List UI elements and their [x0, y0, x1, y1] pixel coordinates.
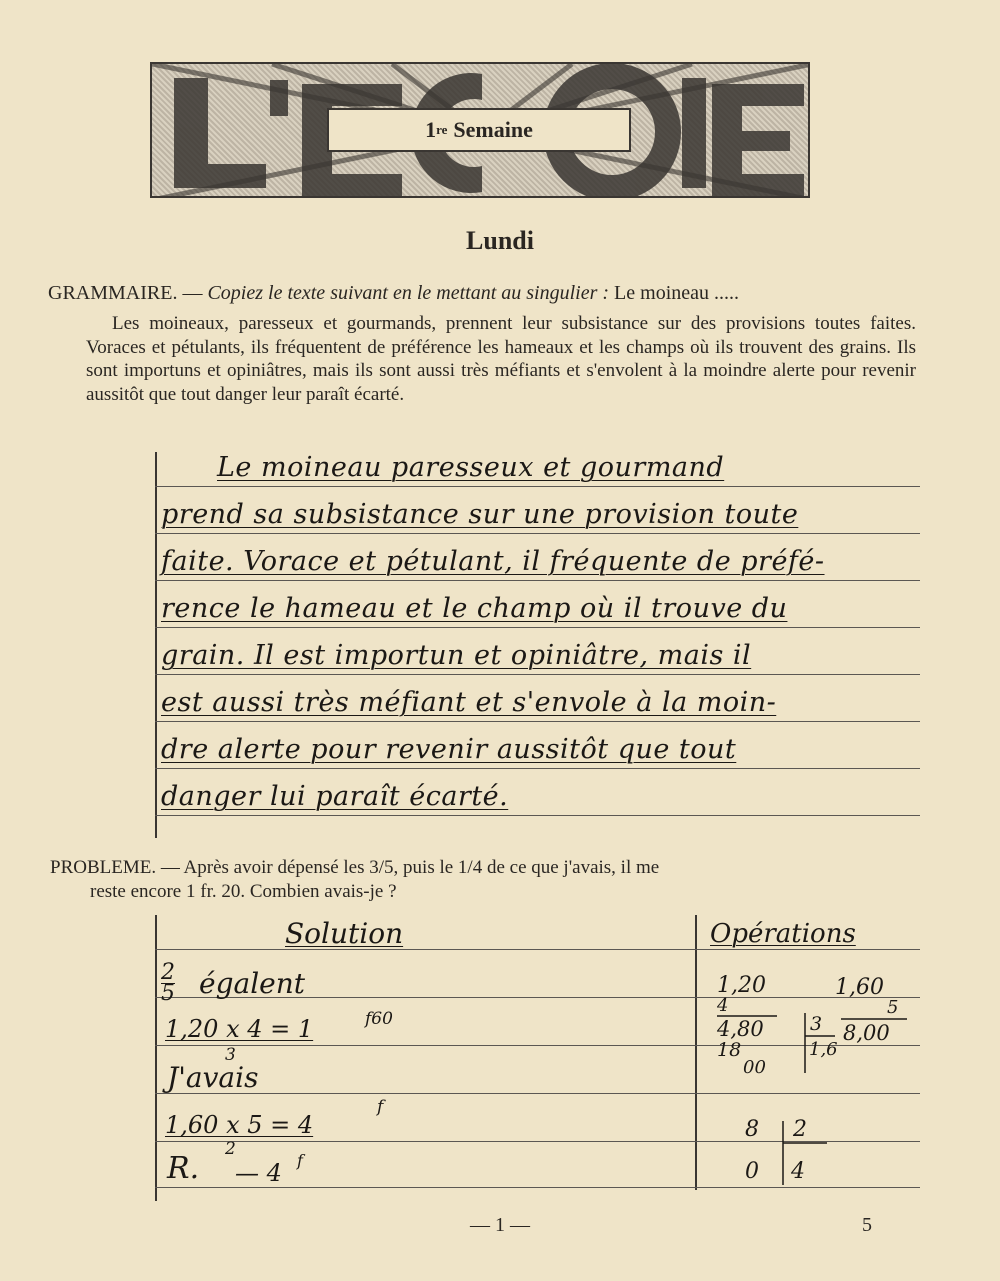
op-divisor: 3 — [810, 1013, 823, 1035]
op-c-divisor: 2 — [793, 1117, 807, 1142]
op-quotient-1: 1,6 — [809, 1039, 838, 1060]
grammar-source-text: Les moineaux, paresseux et gourmands, prennent leur subsistance sur des provisions toutes faites. Voraces et pétulants, ils fréquentent de préférence les hameaux et les champs où ils trouvent des grains. Ils sont importuns et opiniâtres, mais ils sont aussi très méfiants et s'envolent à la moindre alerte pour revenir aussitôt que tout danger leur paraît écarté. — [86, 313, 916, 405]
ruled-line — [155, 721, 920, 722]
grammar-instruction: Copiez le texte suivant en le mettant au singulier : — [207, 282, 610, 304]
problem-statement — [50, 856, 920, 904]
footer-page-number: 5 — [862, 1214, 872, 1236]
handwritten-line: prend sa subsistance sur une provision toute — [161, 499, 799, 530]
ruled-line — [155, 815, 920, 816]
answer-value-superscript: f — [297, 1151, 303, 1170]
ruled-line — [155, 674, 920, 675]
handwritten-answer — [155, 452, 920, 832]
solution-grid — [155, 915, 920, 1200]
operations-heading: Opérations — [710, 919, 856, 949]
week-ordinal-suffix: re — [436, 122, 448, 137]
handwritten-line: Le moineau paresseux et gourmand — [217, 452, 725, 483]
problem-line: reste encore 1 fr. 20. Combien avais-je ? — [90, 881, 397, 902]
op-multiplier: 4 — [717, 995, 729, 1016]
solution-egalent: égalent — [199, 967, 305, 1000]
answer-value: — 4 — [235, 1159, 282, 1187]
op-multiplicand: 1,20 — [717, 973, 766, 998]
solution-calc-1-superscript: f60 — [365, 1009, 393, 1029]
handwritten-line: faite. Vorace et pétulant, il fréquente de préfé- — [161, 546, 825, 577]
solution-small-3: 3 — [225, 1045, 236, 1065]
op-c-remainder: 0 — [745, 1159, 759, 1184]
handwritten-line: rence le hameau et le champ où il trouve du — [161, 593, 788, 624]
ruled-line — [155, 533, 920, 534]
op-remainder-2: 00 — [743, 1057, 766, 1078]
handwritten-line: est aussi très méfiant et s'envole à la moin- — [161, 687, 777, 718]
solution-calc-2: 1,60 x 5 = 4 — [165, 1111, 314, 1139]
grammar-start: Le moineau ..... — [609, 282, 740, 304]
handwritten-line: grain. Il est importun et opiniâtre, mais il — [161, 640, 752, 671]
grammar-dash: — — [177, 282, 208, 304]
handwritten-line: danger lui paraît écarté. — [161, 781, 509, 812]
solution-calc-2-superscript: f — [377, 1097, 384, 1117]
op-b-product: 8,00 — [843, 1021, 890, 1045]
fraction-denominator: 5 — [161, 981, 175, 1006]
grammar-label: GRAMMAIRE. — [48, 282, 178, 304]
solution-calc-1: 1,20 x 4 = 1 — [165, 1015, 314, 1043]
ruled-line — [155, 627, 920, 628]
ruled-line — [155, 580, 920, 581]
grammar-heading — [48, 282, 928, 305]
week-label — [327, 108, 631, 152]
problem-line: PROBLEME. — Après avoir dépensé les 3/5, puis le 1/4 de ce que j'avais, il me — [50, 857, 660, 878]
ruled-line — [155, 768, 920, 769]
answer-superscript: 2 — [225, 1139, 236, 1159]
op-c-dividend: 8 — [745, 1117, 759, 1142]
week-word: Semaine — [453, 117, 533, 142]
lecole-banner — [150, 62, 810, 198]
op-b-multiplier: 5 — [887, 997, 899, 1018]
day-title: Lundi — [466, 226, 534, 255]
op-b-multiplicand: 1,60 — [835, 975, 884, 1000]
operations-strokes — [155, 915, 920, 1200]
op-product: 4,80 — [717, 1017, 764, 1041]
margin-line — [155, 452, 157, 838]
solution-heading: Solution — [285, 917, 404, 950]
week-ordinal: 1 — [425, 117, 437, 142]
op-remainder-1: 18 — [717, 1039, 742, 1061]
op-c-quotient: 4 — [791, 1159, 805, 1184]
fraction-numerator: 2 — [161, 960, 175, 985]
solution-javais: J'avais — [167, 1061, 259, 1094]
answer-label: R. — [167, 1151, 200, 1186]
handwritten-line: dre alerte pour revenir aussitôt que tout — [161, 734, 737, 765]
ruled-line — [155, 486, 920, 487]
footer-page-marker: — 1 — — [470, 1214, 530, 1236]
